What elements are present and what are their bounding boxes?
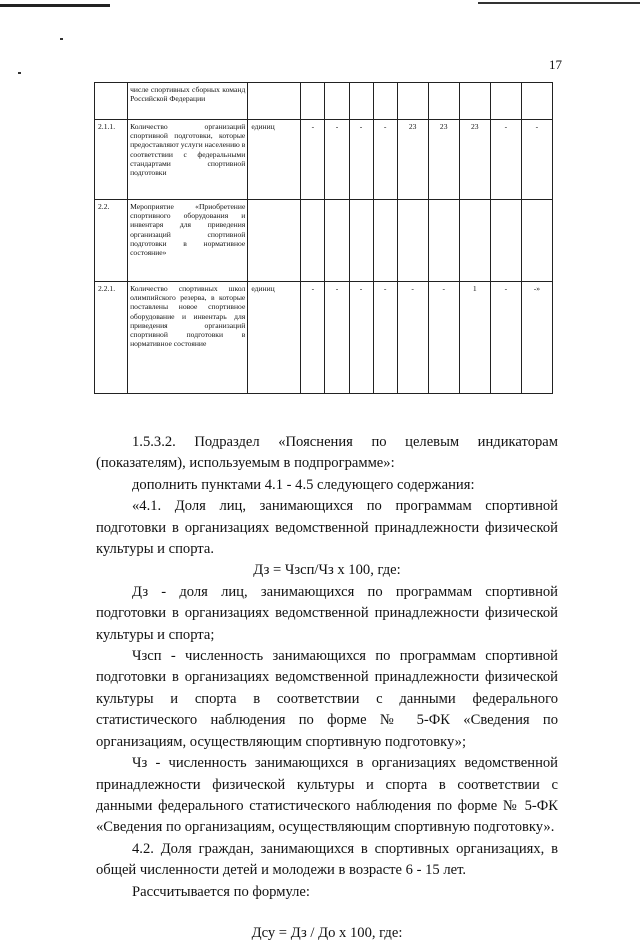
- value-cell: [428, 200, 459, 282]
- value-cell: 23: [428, 120, 459, 200]
- value-cell: [459, 83, 490, 120]
- value-cell: [490, 200, 521, 282]
- paragraph: Чз - численность занимающихся в организациях ведомственной принадлежности физической культуры и спорта в соответствии с данными федерального статистического наблюдения по форме № 5-ФК «Сведения по организациям, осуществляющим спортивную подготовку».: [96, 755, 558, 836]
- table-row: [95, 200, 553, 282]
- value-cell: [349, 200, 373, 282]
- row-description: Количество спортивных школ олимпийского резерва, в которые поставлены новое спортивное оборудование и инвентарь для приведения организаций спортивной подготовки в нормативное состояние: [128, 282, 248, 394]
- value-cell: [428, 83, 459, 120]
- paragraph: 1.5.3.2. Подраздел «Пояснения по целевым индикаторам (показателям), используемым в подпрограмме»:: [96, 434, 558, 472]
- row-unit: единиц: [248, 120, 301, 200]
- row-number: [95, 83, 128, 120]
- value-cell: -: [301, 120, 325, 200]
- scan-mark: [18, 72, 21, 74]
- value-cell: -: [301, 282, 325, 394]
- value-cell: -: [428, 282, 459, 394]
- value-cell: 23: [459, 120, 490, 200]
- scan-mark: [60, 38, 63, 40]
- value-cell: [325, 200, 349, 282]
- paragraph: дополнить пунктами 4.1 - 4.5 следующего содержания:: [132, 476, 475, 493]
- value-cell: -: [325, 282, 349, 394]
- paragraph: 4.2. Доля граждан, занимающихся в спортивных организациях, в общей численности детей и молодежи в возрасте 6 - 15 лет.: [96, 840, 558, 879]
- formula: Дсу = Дз / До х 100, где:: [251, 924, 403, 941]
- formula: Дз = Чзсп/Чз х 100, где:: [253, 562, 401, 579]
- value-cell: [521, 83, 552, 120]
- top-rule-right: [478, 2, 640, 4]
- value-cell: [373, 200, 397, 282]
- value-cell: [397, 83, 428, 120]
- value-cell: [373, 83, 397, 120]
- row-description: Мероприятие «Приобретение спортивного оборудования и инвентаря для приведения организаций спортивной подготовки в нормативное состояние»: [128, 200, 248, 282]
- value-cell: -: [349, 120, 373, 200]
- value-cell: -: [373, 120, 397, 200]
- value-cell: -: [521, 120, 552, 200]
- table-row: [95, 83, 553, 120]
- row-description: числе спортивных сборных команд Российской Федерации: [128, 83, 248, 120]
- paragraph: Рассчитывается по формуле:: [132, 883, 310, 900]
- page-number: 17: [549, 57, 562, 72]
- value-cell: [301, 200, 325, 282]
- value-cell: 23: [397, 120, 428, 200]
- document-body: [96, 432, 558, 944]
- value-cell: -»: [521, 282, 552, 394]
- paragraph: Дз - доля лиц, занимающихся по программам спортивной подготовки в организациях ведомственной принадлежности физической культуры и спорта;: [96, 583, 558, 643]
- value-cell: [490, 83, 521, 120]
- table-row: [95, 282, 553, 394]
- value-cell: -: [373, 282, 397, 394]
- row-number: 2.2.: [95, 200, 128, 282]
- value-cell: [521, 200, 552, 282]
- row-description: Количество организаций спортивной подготовки, которые предоставляют услуги населению в соответствии с федеральными стандартами спортивной подготовки: [128, 120, 248, 200]
- indicator-table: [94, 82, 553, 394]
- row-unit: [248, 83, 301, 120]
- paragraph: Чзсп - численность занимающихся по программам спортивной подготовки в организациях ведомственной принадлежности физической культуры и спорта в соответствии с данными федерального статистического наблюдения по форме № 5-ФК «Сведения по организациям, осуществляющим спортивную подготовку»;: [96, 648, 558, 750]
- row-unit: единиц: [248, 282, 301, 394]
- value-cell: -: [490, 282, 521, 394]
- value-cell: [397, 200, 428, 282]
- value-cell: -: [397, 282, 428, 394]
- value-cell: [459, 200, 490, 282]
- row-number: 2.1.1.: [95, 120, 128, 200]
- value-cell: [325, 83, 349, 120]
- value-cell: -: [325, 120, 349, 200]
- paragraph: «4.1. Доля лиц, занимающихся по программам спортивной подготовки в организациях ведомственной принадлежности физической культуры и спорта.: [96, 498, 558, 558]
- value-cell: [349, 83, 373, 120]
- row-unit: [248, 200, 301, 282]
- top-rule-left: [0, 4, 110, 7]
- value-cell: -: [490, 120, 521, 200]
- row-number: 2.2.1.: [95, 282, 128, 394]
- value-cell: -: [349, 282, 373, 394]
- value-cell: [301, 83, 325, 120]
- value-cell: 1: [459, 282, 490, 394]
- table-row: [95, 120, 553, 200]
